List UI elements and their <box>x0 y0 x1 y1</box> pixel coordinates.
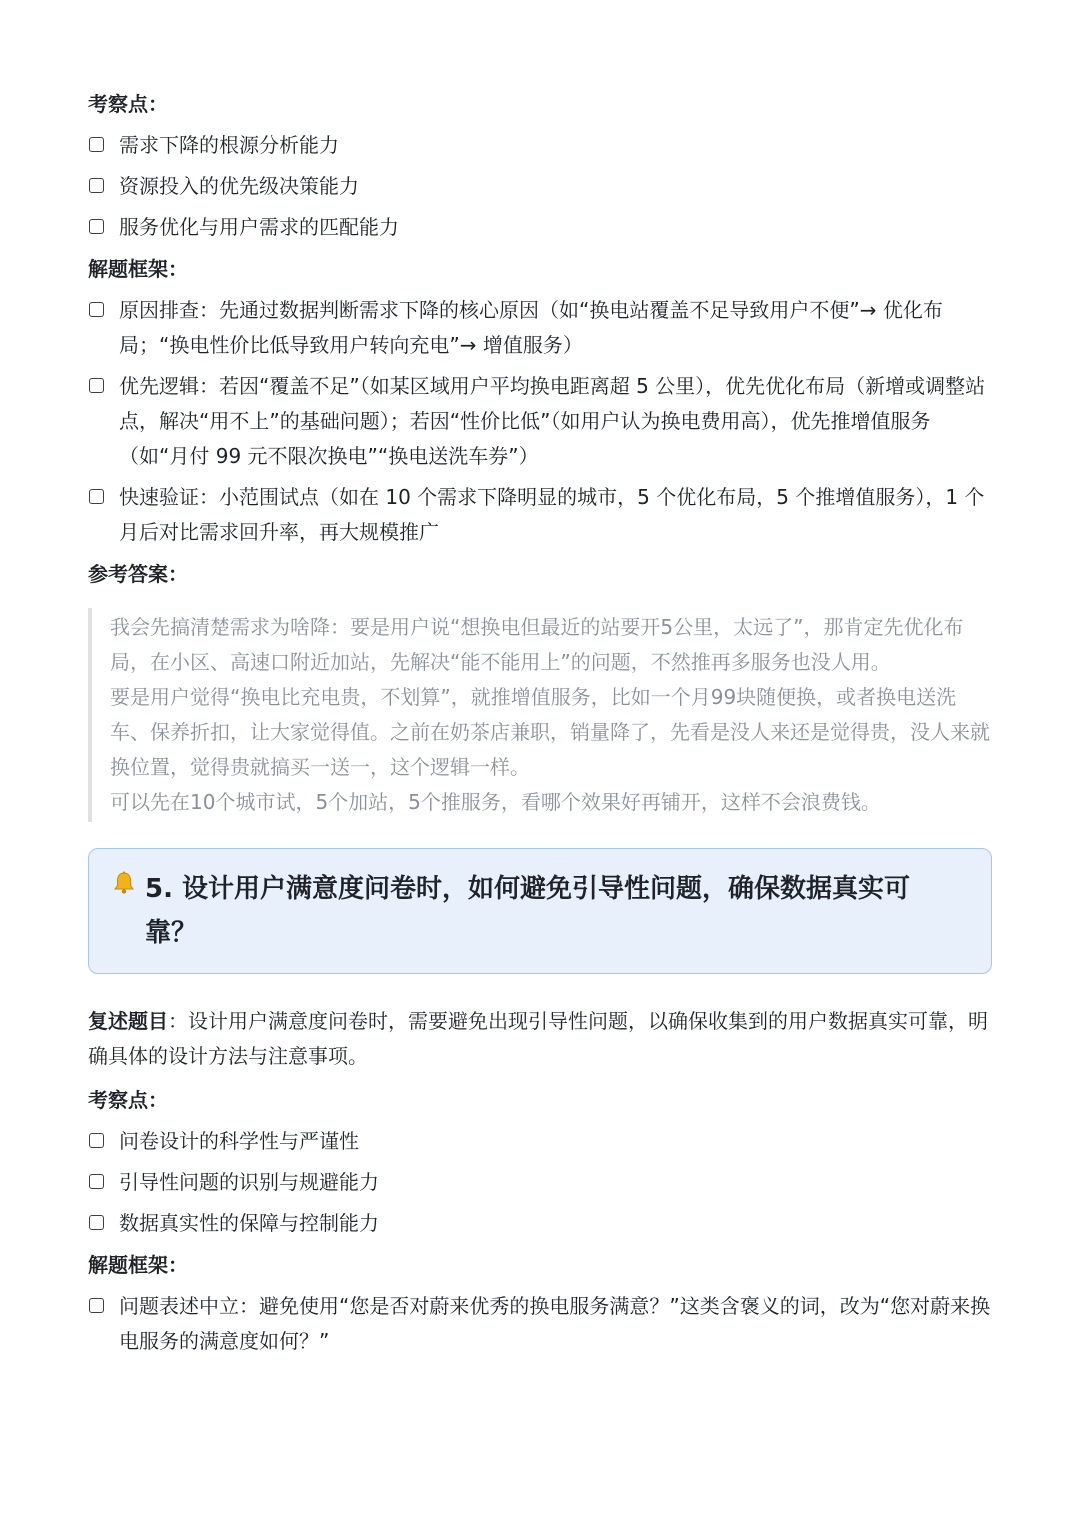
checkbox[interactable] <box>89 1174 104 1189</box>
restate-text: ：设计用户满意度问卷时，需要避免出现引导性问题，以确保收集到的用户数据真实可靠，明确具体的设计方法与注意事项。 <box>88 1009 988 1068</box>
reference-answer-quote <box>88 608 992 822</box>
checklist-item-text: 快速验证：小范围试点（如在 10 个需求下降明显的城市，5 个优化布局，5 个推增值服务），1 个月后对比需求回升率，再大规模推广 <box>119 485 985 544</box>
checklist-item-text: 问卷设计的科学性与严谨性 <box>119 1129 359 1153</box>
checklist-item <box>88 1206 992 1241</box>
checkbox[interactable] <box>89 219 104 234</box>
checkbox[interactable] <box>89 489 104 504</box>
checklist-item-text: 优先逻辑：若因“覆盖不足”（如某区域用户平均换电距离超 5 公里），优先优化布局（新增或调整站点，解决“用不上”的基础问题）；若因“性价比低”（如用户认为换电费用高），优先推增值服务（如“月付 99 元不限次换电”“换电送洗车券”） <box>119 374 986 468</box>
checklist-item-text: 需求下降的根源分析能力 <box>119 133 339 157</box>
question-title: 5. 设计用户满意度问卷时，如何避免引导性问题，确保数据真实可靠？ <box>145 874 911 948</box>
checklist-item-text: 引导性问题的识别与规避能力 <box>119 1170 379 1194</box>
bell-icon-graphic <box>113 871 135 895</box>
checklist-item <box>88 1124 992 1159</box>
checklist-item <box>88 1289 992 1359</box>
checklist-item-text: 问题表述中立：避免使用“您是否对蔚来优秀的换电服务满意？”这类含褒义的词，改为“您对蔚来换电服务的满意度如何？” <box>119 1294 991 1353</box>
checklist-item-text: 原因排查：先通过数据判断需求下降的核心原因（如“换电站覆盖不足导致用户不便”→ 优化布局；“换电性价比低导致用户转向充电”→ 增值服务） <box>119 298 943 357</box>
checklist-item <box>88 169 992 204</box>
checklist-item <box>88 128 992 163</box>
checklist-item-text: 资源投入的优先级决策能力 <box>119 174 359 198</box>
checkbox[interactable] <box>89 178 104 193</box>
answer-paragraph: 我会先搞清楚需求为啥降：要是用户说“想换电但最近的站要开5公里，太远了”，那肯定先优化布局，在小区、高速口附近加站，先解决“能不能用上”的问题，不然推再多服务也没人用。 <box>110 615 964 674</box>
checkbox[interactable] <box>89 1215 104 1230</box>
bell-icon <box>113 867 135 911</box>
points-heading: 考察点： <box>88 92 168 116</box>
checkbox[interactable] <box>89 1298 104 1313</box>
checklist-item-text: 数据真实性的保障与控制能力 <box>119 1211 379 1235</box>
question-callout <box>88 848 992 974</box>
points-heading: 考察点： <box>88 1088 168 1112</box>
framework-heading: 解题框架： <box>88 257 188 281</box>
checklist-item <box>88 1165 992 1200</box>
answer-heading: 参考答案： <box>88 562 188 586</box>
checklist-item-text: 服务优化与用户需求的匹配能力 <box>119 215 399 239</box>
framework-heading: 解题框架： <box>88 1253 188 1277</box>
answer-paragraph: 可以先在10个城市试，5个加站，5个推服务，看哪个效果好再铺开，这样不会浪费钱。 <box>110 790 881 814</box>
checkbox[interactable] <box>89 1133 104 1148</box>
restate-paragraph <box>88 1004 992 1074</box>
points-checklist <box>88 1124 992 1241</box>
checkbox[interactable] <box>89 378 104 393</box>
checkbox[interactable] <box>89 302 104 317</box>
restate-label: 复述题目 <box>88 1009 168 1033</box>
framework-checklist <box>88 1289 992 1359</box>
framework-checklist <box>88 293 992 550</box>
checklist-item <box>88 210 992 245</box>
checkbox[interactable] <box>89 137 104 152</box>
checklist-item <box>88 293 992 363</box>
answer-paragraph: 要是用户觉得“换电比充电贵，不划算”，就推增值服务，比如一个月99块随便换，或者换电送洗车、保养折扣，让大家觉得值。之前在奶茶店兼职，销量降了，先看是没人来还是觉得贵，没人来就换位置，觉得贵就搞买一送一，这个逻辑一样。 <box>110 685 990 779</box>
checklist-item <box>88 369 992 474</box>
points-checklist <box>88 128 992 245</box>
checklist-item <box>88 480 992 550</box>
